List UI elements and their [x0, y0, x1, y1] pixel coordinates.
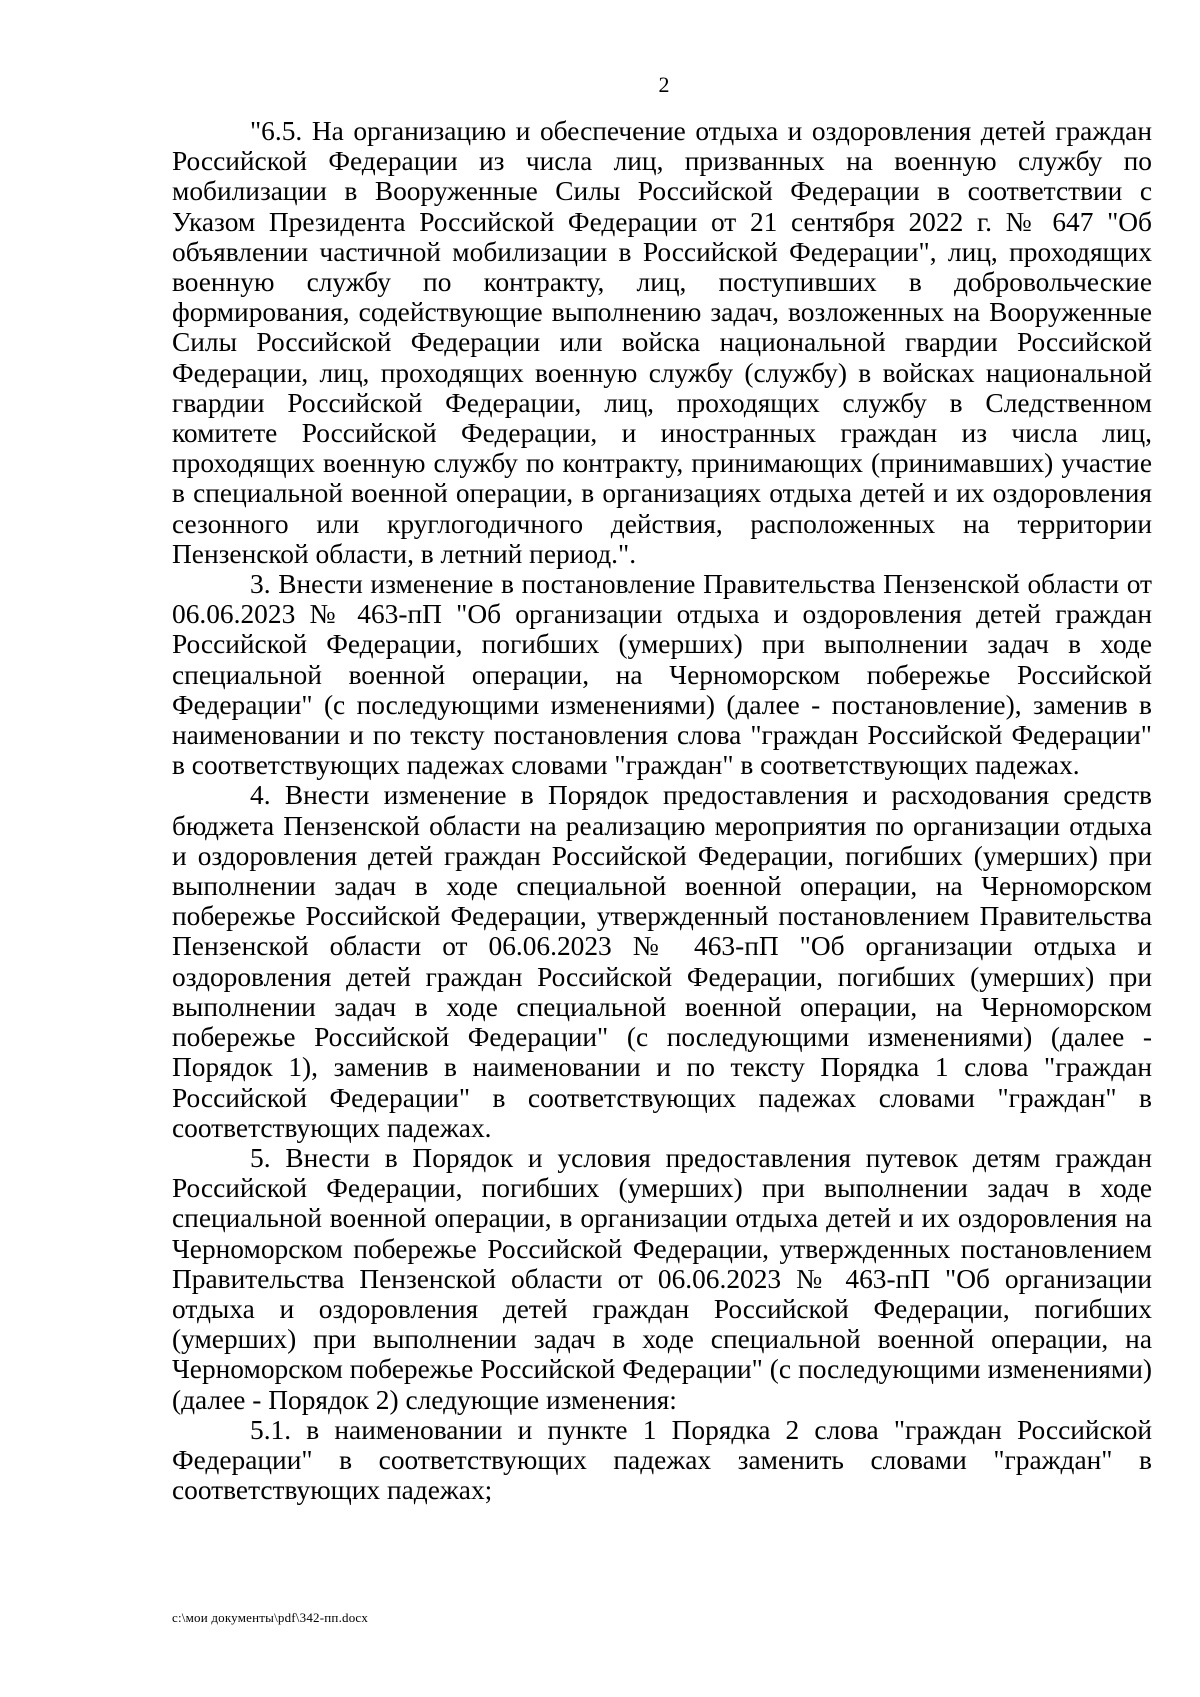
paragraph-3: 3. Внести изменение в постановление Правительства Пензенской области от 06.06.2023 № 463-пП "Об организации отдыха и оздоровления детей граждан Российской Федерации, погибших (умерших) при выполнении задач в ходе специальной военной операции, на Черноморском побережье Российской Федерации" (с последующими изменениями) (далее - постановление), заменив в наименовании и по тексту постановления слова "граждан Российской Федерации" в соответствующих падежах словами "граждан" в соответствующих падежах. — [172, 569, 1152, 781]
paragraph-5: 5. Внести в Порядок и условия предоставления путевок детям граждан Российской Федерации, погибших (умерших) при выполнении задач в ходе специальной военной операции, в организации отдыха детей и их оздоровления на Черноморском побережье Российской Федерации, утвержденных постановлением Правительства Пензенской области от 06.06.2023 № 463-пП "Об организации отдыха и оздоровления детей граждан Российской Федерации, погибших (умерших) при выполнении задач в ходе специальной военной операции, на Черноморском побережье Российской Федерации" (с последующими изменениями) (далее - Порядок 2) следующие изменения: — [172, 1142, 1152, 1415]
document-body — [172, 116, 1152, 1505]
paragraph-5-1: 5.1. в наименовании и пункте 1 Порядка 2 слова "граждан Российской Федерации" в соответствующих падежах заменить словами "граждан" в соответствующих падежах; — [172, 1414, 1152, 1506]
page-number: 2 — [658, 72, 670, 97]
paragraph-4: 4. Внести изменение в Порядок предоставления и расходования средств бюджета Пензенской области на реализацию мероприятия по организации отдыха и оздоровления детей граждан Российской Федерации, погибших (умерших) при выполнении задач в ходе специальной военной операции, на Черноморском побережье Российской Федерации, утвержденный постановлением Правительства Пензенской области от 06.06.2023 № 463-пП "Об организации отдыха и оздоровления детей граждан Российской Федерации, погибших (умерших) при выполнении задач в ходе специальной военной операции, на Черноморском побережье Российской Федерации" (с последующими изменениями) (далее - Порядок 1), заменив в наименовании и по тексту Порядка 1 слова "граждан Российской Федерации" в соответствующих падежах словами "граждан" в соответствующих падежах. — [172, 780, 1152, 1143]
paragraph-6-5: "6.5. На организацию и обеспечение отдыха и оздоровления детей граждан Российской Федерации из числа лиц, призванных на военную службу по мобилизации в Вооруженные Силы Российской Федерации в соответствии с Указом Президента Российской Федерации от 21 сентября 2022 г. № 647 "Об объявлении частичной мобилизации в Российской Федерации", лиц, проходящих военную службу по контракту, лиц, поступивших в добровольческие формирования, содействующие выполнению задач, возложенных на Вооруженные Силы Российской Федерации или войска национальной гвардии Российской Федерации, лиц, проходящих военную службу (службу) в войсках национальной гвардии Российской Федерации, лиц, проходящих службу в Следственном комитете Российской Федерации, и иностранных граждан из числа лиц, проходящих военную службу по контракту, принимающих (принимавших) участие в специальной военной операции, в организациях отдыха детей и их оздоровления сезонного или круглогодичного действия, расположенных на территории Пензенской области, в летний период.". — [172, 116, 1152, 569]
footer-file-path: c:\мои документы\pdf\342-пп.docx — [172, 1610, 369, 1625]
